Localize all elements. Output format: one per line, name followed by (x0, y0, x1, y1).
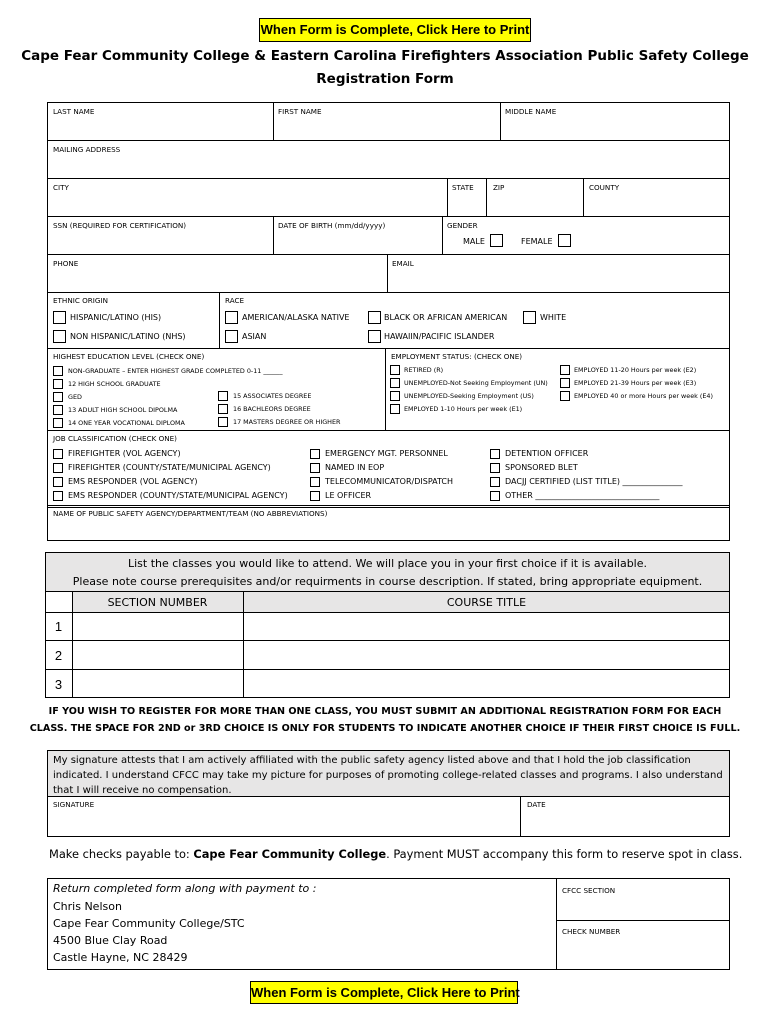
job-ff-vol-checkbox[interactable] (53, 449, 63, 459)
job-le-officer-checkbox[interactable] (310, 491, 320, 501)
payment-suffix: . Payment MUST accompany this form to reserve spot in class. (386, 847, 743, 861)
edu-associates-checkbox[interactable] (218, 391, 228, 401)
middle-name-input[interactable] (503, 118, 727, 138)
notice-line2: CLASS. THE SPACE FOR 2ND or 3RD CHOICE IS ONLY FOR STUDENTS TO INDICATE ANOTHER CHOICE IF THEIR FIRST CHOICE IS FULL. (29, 723, 741, 734)
section-number-input-1[interactable] (74, 614, 241, 639)
job-telecommunicator-label: TELECOMMUNICATOR/DISPATCH (325, 477, 453, 486)
notice-line1: IF YOU WISH TO REGISTER FOR MORE THAN ONE CLASS, YOU MUST SUBMIT AN ADDITIONAL REGISTRATION FORM FOR EACH (48, 706, 722, 717)
state-label: STATE (452, 183, 474, 192)
edu-high-school-label: 12 HIGH SCHOOL GRADUATE (68, 380, 161, 388)
emp-e3-label: EMPLOYED 21-39 Hours per week (E3) (574, 379, 697, 387)
date-label: DATE (527, 800, 546, 809)
american-alaska-native-checkbox[interactable] (225, 311, 238, 324)
course-title-input-3[interactable] (245, 671, 728, 697)
hispanic-checkbox[interactable] (53, 311, 66, 324)
last-name-input[interactable] (50, 118, 270, 138)
check-number-input[interactable] (559, 938, 727, 968)
ethnic-origin-label: ETHNIC ORIGIN (53, 296, 108, 305)
ssn-input[interactable] (50, 232, 270, 252)
section-number-input-3[interactable] (74, 671, 241, 697)
black-african-american-label: BLACK OR AFRICAN AMERICAN (384, 313, 508, 322)
return-line: Cape Fear Community College/STC (53, 917, 245, 930)
edu-adult-hs-checkbox[interactable] (53, 405, 63, 415)
emp-e2-checkbox[interactable] (560, 365, 570, 375)
non-hispanic-label: NON HISPANIC/LATINO (NHS) (70, 332, 186, 341)
attestation-line2: indicated. I understand CFCC may take my picture for purposes of promoting college-related classes and programs. I also understand (53, 770, 723, 781)
job-emergency-mgt-checkbox[interactable] (310, 449, 320, 459)
print-button-top[interactable]: When Form is Complete, Click Here to Print (259, 18, 531, 42)
job-sponsored-blet-label: SPONSORED BLET (505, 463, 578, 472)
phone-label: PHONE (53, 259, 79, 268)
job-dacjj-checkbox[interactable] (490, 477, 500, 487)
city-input[interactable] (50, 194, 444, 214)
dob-label: DATE OF BIRTH (mm/dd/yyyy) (278, 221, 386, 230)
race-label: RACE (225, 296, 245, 305)
job-detention-label: DETENTION OFFICER (505, 449, 589, 458)
female-label: FEMALE (521, 237, 553, 246)
attestation-text (53, 753, 725, 798)
job-ff-vol-label: FIREFIGHTER (VOL AGENCY) (68, 449, 181, 458)
emp-e1-checkbox[interactable] (390, 404, 400, 414)
asian-label: ASIAN (242, 332, 267, 341)
course-title-header: COURSE TITLE (446, 596, 527, 609)
asian-checkbox[interactable] (225, 330, 238, 343)
job-telecommunicator-checkbox[interactable] (310, 477, 320, 487)
county-label: COUNTY (589, 183, 620, 192)
male-label: MALE (463, 237, 485, 246)
mailing-address-label: MAILING ADDRESS (53, 145, 121, 154)
print-button-bottom[interactable]: When Form is Complete, Click Here to Print (250, 981, 518, 1004)
non-hispanic-checkbox[interactable] (53, 330, 66, 343)
edu-bachelors-checkbox[interactable] (218, 404, 228, 414)
job-dacjj-label: DACJJ CERTIFIED (LIST TITLE) _______________ (505, 477, 683, 486)
city-label: CITY (53, 183, 69, 192)
county-input[interactable] (586, 194, 727, 214)
job-le-officer-label: LE OFFICER (325, 491, 372, 500)
ssn-label: SSN (REQUIRED FOR CERTIFICATION) (53, 221, 187, 230)
edu-ged-checkbox[interactable] (53, 392, 63, 402)
emp-e2-label: EMPLOYED 11-20 Hours per week (E2) (574, 366, 697, 374)
last-name-label: LAST NAME (53, 107, 95, 116)
row-number: 2 (54, 648, 63, 663)
course-title-input-2[interactable] (245, 642, 728, 668)
job-detention-checkbox[interactable] (490, 449, 500, 459)
hawaiian-pacific-islander-checkbox[interactable] (368, 330, 381, 343)
white-label: WHITE (540, 313, 567, 322)
edu-high-school-checkbox[interactable] (53, 379, 63, 389)
emp-unemployed-seeking-label: UNEMPLOYED-Seeking Employment (US) (404, 392, 534, 400)
edu-ged-label: GED (68, 393, 82, 401)
check-number-label: CHECK NUMBER (562, 927, 621, 936)
employment-label: EMPLOYMENT STATUS: (CHECK ONE) (391, 352, 523, 361)
hispanic-label: HISPANIC/LATINO (HIS) (70, 313, 162, 322)
gender-label: GENDER (447, 221, 478, 230)
job-other-checkbox[interactable] (490, 491, 500, 501)
state-input[interactable] (450, 194, 483, 214)
job-ff-county-label: FIREFIGHTER (COUNTY/STATE/MUNICIPAL AGENCY) (68, 463, 271, 472)
section-number-header: SECTION NUMBER (107, 596, 208, 609)
middle-name-label: MIDDLE NAME (505, 107, 557, 116)
emp-e4-label: EMPLOYED 40 or more Hours per week (E4) (574, 392, 713, 400)
attestation-line1: My signature attests that I am actively affiliated with the public safety agency listed above and that I hold the job classification (53, 755, 691, 766)
edu-vocational-checkbox[interactable] (53, 418, 63, 428)
job-ems-county-label: EMS RESPONDER (COUNTY/STATE/MUNICIPAL AGENCY) (68, 491, 288, 500)
job-named-eop-checkbox[interactable] (310, 463, 320, 473)
return-line: Chris Nelson (53, 900, 122, 913)
zip-input[interactable] (489, 194, 580, 214)
emp-unemployed-not-seeking-label: UNEMPLOYED-Not Seeking Employment (UN) (404, 379, 548, 387)
classes-instruction-line2: Please note course prerequisites and/or requirments in course description. If stated, bring appropriate equipment. (72, 575, 703, 588)
emp-unemployed-seeking-checkbox[interactable] (390, 391, 400, 401)
edu-non-graduate-label: NON-GRADUATE – ENTER HIGHEST GRADE COMPLETED 0-11 ______ (68, 367, 283, 375)
phone-input[interactable] (50, 270, 384, 290)
cfcc-section-input[interactable] (559, 897, 727, 918)
emp-retired-label: RETIRED (R) (404, 366, 444, 374)
job-ems-vol-label: EMS RESPONDER (VOL AGENCY) (68, 477, 198, 486)
emp-retired-checkbox[interactable] (390, 365, 400, 375)
mailing-address-input[interactable] (50, 156, 726, 176)
edu-bachelors-label: 16 BACHLEORS DEGREE (233, 405, 311, 413)
job-other-label: OTHER _______________________________ (505, 491, 660, 500)
first-name-label: FIRST NAME (278, 107, 322, 116)
female-checkbox[interactable] (558, 234, 571, 247)
payment-text (49, 847, 742, 861)
job-emergency-mgt-label: EMERGENCY MGT. PERSONNEL (325, 449, 448, 458)
job-ems-vol-checkbox[interactable] (53, 477, 63, 487)
job-ems-county-checkbox[interactable] (53, 491, 63, 501)
male-checkbox[interactable] (490, 234, 503, 247)
first-name-input[interactable] (276, 118, 496, 138)
black-african-american-checkbox[interactable] (368, 311, 381, 324)
edu-adult-hs-label: 13 ADULT HIGH SCHOOL DIPOLMA (68, 406, 178, 414)
signature-input[interactable] (50, 811, 517, 835)
form-title-line2: Registration Form (316, 71, 454, 87)
edu-associates-label: 15 ASSOCIATES DEGREE (233, 392, 312, 400)
cfcc-section-label: CFCC SECTION (562, 886, 616, 895)
edu-masters-label: 17 MASTERS DEGREE OR HIGHER (233, 418, 341, 426)
attestation-line3: that I will receive no compensation. (53, 785, 232, 796)
emp-e1-label: EMPLOYED 1-10 Hours per week (E1) (404, 405, 523, 413)
education-label: HIGHEST EDUCATION LEVEL (CHECK ONE) (53, 352, 205, 361)
white-checkbox[interactable] (523, 311, 536, 324)
job-sponsored-blet-checkbox[interactable] (490, 463, 500, 473)
hawaiian-pacific-islander-label: HAWAIIN/PACIFIC ISLANDER (384, 332, 495, 341)
job-ff-county-checkbox[interactable] (53, 463, 63, 473)
email-input[interactable] (390, 270, 727, 290)
return-heading: Return completed form along with payment to : (53, 882, 317, 895)
section-number-input-2[interactable] (74, 642, 241, 668)
agency-input[interactable] (50, 520, 726, 538)
return-line: 4500 Blue Clay Road (53, 934, 168, 947)
zip-label: ZIP (493, 183, 505, 192)
edu-non-graduate-checkbox[interactable] (53, 366, 63, 376)
job-classification-label: JOB CLASSIFICATION (CHECK ONE) (53, 434, 177, 443)
date-input[interactable] (523, 811, 727, 835)
dob-input[interactable] (276, 232, 439, 252)
course-title-input-1[interactable] (245, 614, 728, 639)
emp-e4-checkbox[interactable] (560, 391, 570, 401)
return-line: Castle Hayne, NC 28429 (53, 951, 188, 964)
edu-vocational-label: 14 ONE YEAR VOCATIONAL DIPLOMA (68, 419, 185, 427)
row-number: 1 (54, 619, 63, 634)
american-alaska-native-label: AMERICAN/ALASKA NATIVE (242, 313, 350, 322)
classes-instruction-line1: List the classes you would like to attend. We will place you in your first choice if it is available. (127, 557, 648, 570)
job-named-eop-label: NAMED IN EOP (325, 463, 385, 472)
signature-label: SIGNATURE (53, 800, 95, 809)
row-number: 3 (54, 677, 63, 692)
edu-masters-checkbox[interactable] (218, 417, 228, 427)
email-label: EMAIL (392, 259, 414, 268)
emp-e3-checkbox[interactable] (560, 378, 570, 388)
emp-unemployed-not-seeking-checkbox[interactable] (390, 378, 400, 388)
payment-payee: Cape Fear Community College (193, 847, 387, 861)
payment-prefix: Make checks payable to: (49, 847, 194, 861)
form-title-line1: Cape Fear Community College & Eastern Carolina Firefighters Association Public Safety College (21, 48, 749, 64)
agency-label: NAME OF PUBLIC SAFETY AGENCY/DEPARTMENT/TEAM (NO ABBREVIATIONS) (53, 509, 328, 518)
